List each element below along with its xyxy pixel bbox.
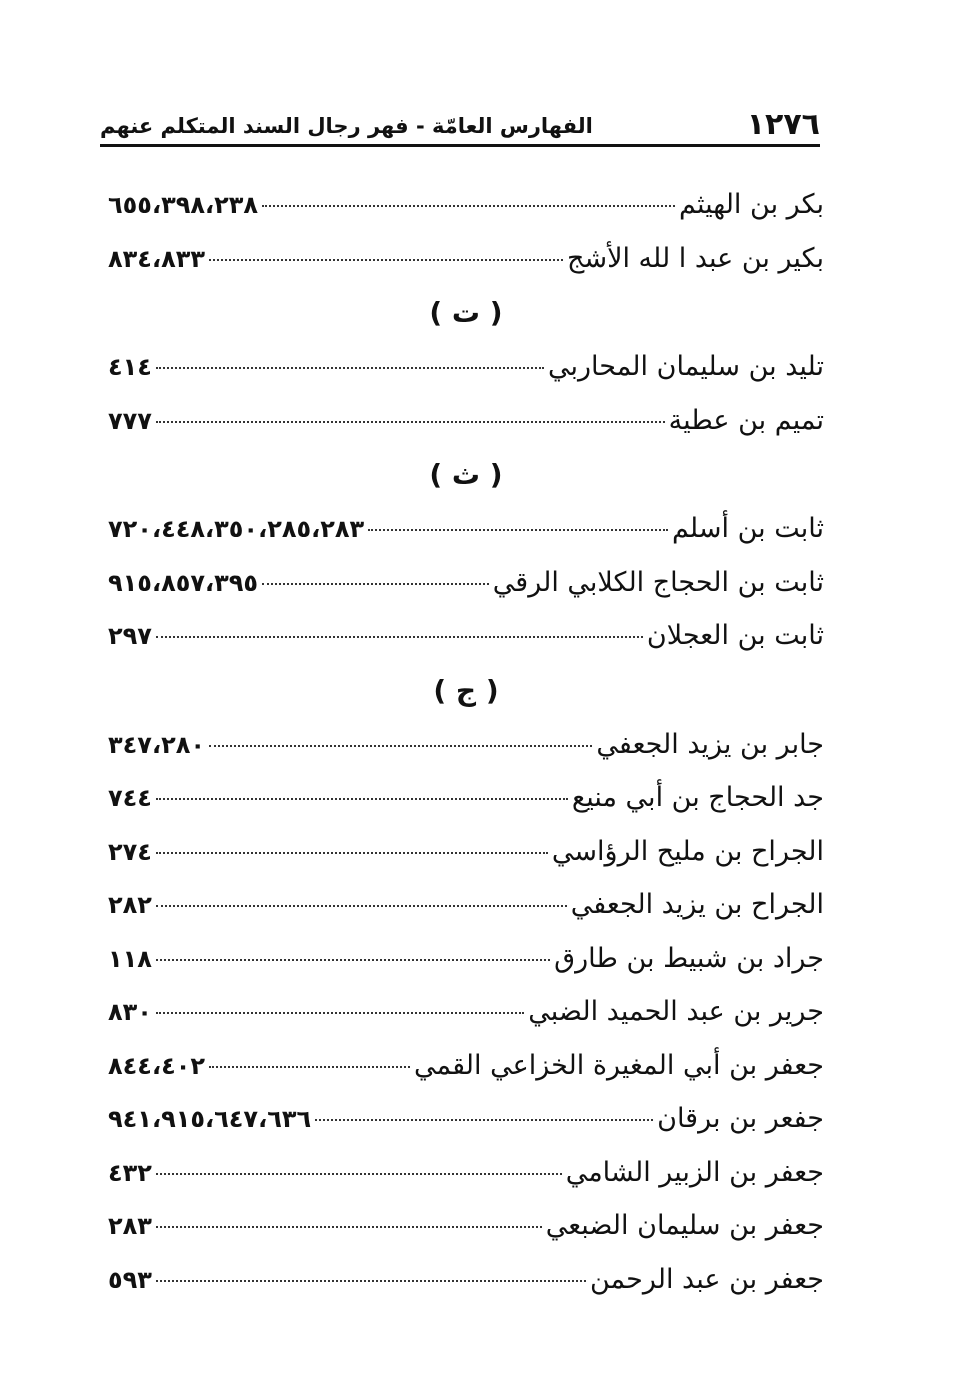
entry-name: بكر بن الهيثم [679, 189, 824, 220]
entry-pages: ٧٧٧ [108, 406, 152, 435]
entry-name: جفعر بن برقان [657, 1103, 824, 1134]
entry-name: جعفر بن أبي المغيرة الخزاعي القمي [414, 1049, 824, 1081]
letter-heading: ( ت ) [429, 296, 503, 329]
entry-name: بكير بن عبد ا لله الأشج [567, 242, 824, 274]
leader-dots [156, 1280, 586, 1282]
index-entry [108, 1253, 824, 1307]
index-entry [108, 556, 824, 610]
entry-pages: ٥٩٣ [108, 1265, 152, 1294]
entry-pages: ٣٤٧،٢٨٠ [108, 730, 206, 759]
index-entry [108, 502, 824, 556]
entry-pages: ٢٩٧ [108, 622, 152, 650]
entry-pages: ٧٤٤ [108, 784, 152, 812]
entry-name: ثابت بن الحجاج الكلابي الرقي [492, 566, 824, 598]
leader-dots [156, 1173, 562, 1175]
entry-pages: ٩٤١،٩١٥،٦٤٧،٦٣٦ [108, 1105, 312, 1133]
entry-name: جد الحجاج بن أبي منيع [571, 782, 824, 813]
entry-pages: ٨٣٤،٨٣٣ [108, 244, 206, 273]
leader-dots [209, 745, 592, 747]
entry-name: جعفر بن سليمان الضبعي [545, 1210, 824, 1241]
index-entries [108, 178, 824, 1306]
index-entry [108, 1146, 824, 1200]
entry-pages: ٨٣٠ [108, 998, 152, 1026]
leader-dots [262, 583, 489, 585]
entry-pages: ٤١٤ [108, 353, 152, 381]
leader-dots [156, 367, 544, 369]
entry-name: جرير بن عبد الحميد الضبي [528, 996, 824, 1027]
leader-dots [156, 1012, 524, 1014]
entry-name: ثابت بن أسلم [671, 513, 824, 544]
index-entry [108, 609, 824, 663]
entry-name: تميم بن عطية [668, 404, 824, 436]
entry-pages: ٨٤٤،٤٠٢ [108, 1051, 206, 1080]
index-entry [108, 932, 824, 986]
index-entry [108, 394, 824, 448]
letter-heading: ( ج ) [433, 673, 499, 707]
entry-pages: ٤٣٢ [108, 1158, 152, 1187]
leader-dots [156, 421, 665, 423]
entry-name: جعفر بن عبد الرحمن [590, 1263, 824, 1295]
index-entry [108, 1199, 824, 1253]
leader-dots [209, 259, 563, 261]
letter-heading: ( ث ) [429, 458, 503, 491]
index-entry [108, 985, 824, 1039]
leader-dots [209, 1066, 410, 1068]
running-title: الفهارس العامّة - فهر رجال السند المتكلم عنهم [100, 114, 593, 138]
entry-name: تليد بن سليمان المحاربي [547, 351, 824, 382]
leader-dots [368, 529, 668, 531]
leader-dots [156, 798, 568, 800]
entry-name: جراد بن شبيط بن طارق [554, 942, 824, 974]
entry-pages: ٢٨٢ [108, 891, 152, 919]
page-number: ١٢٧٦ [746, 107, 820, 142]
entry-name: الجراح بن مليح الرؤاسي [551, 835, 824, 867]
entry-pages: ٧٢٠،٤٤٨،٣٥٠،٢٨٥،٢٨٣ [108, 515, 365, 543]
entry-name: جعفر بن الزبير الشامي [565, 1156, 824, 1188]
index-entry [108, 771, 824, 825]
leader-dots [262, 205, 675, 207]
page-header [100, 104, 820, 147]
entry-pages: ٢٧٤ [108, 837, 152, 866]
index-entry [108, 178, 824, 232]
entry-pages: ٢٨٣ [108, 1212, 152, 1240]
leader-dots [156, 959, 550, 961]
leader-dots [156, 636, 643, 638]
entry-name: الجراح بن يزيد الجعفي [570, 889, 824, 920]
entry-name: ثابت بن العجلان [646, 620, 824, 651]
leader-dots [156, 852, 548, 854]
index-entry [108, 340, 824, 394]
index-entry [108, 1092, 824, 1146]
index-entry [108, 1039, 824, 1093]
index-entry [108, 825, 824, 879]
entry-name: جابر بن يزيد الجعفي [596, 728, 824, 760]
leader-dots [315, 1119, 653, 1121]
entry-pages: ٦٥٥،٣٩٨،٢٣٨ [108, 191, 259, 219]
index-entry [108, 878, 824, 932]
leader-dots [156, 1226, 542, 1228]
entry-pages: ١١٨ [108, 944, 152, 973]
entry-pages: ٩١٥،٨٥٧،٣٩٥ [108, 568, 259, 597]
leader-dots [156, 905, 567, 907]
index-entry [108, 232, 824, 286]
index-entry [108, 718, 824, 772]
